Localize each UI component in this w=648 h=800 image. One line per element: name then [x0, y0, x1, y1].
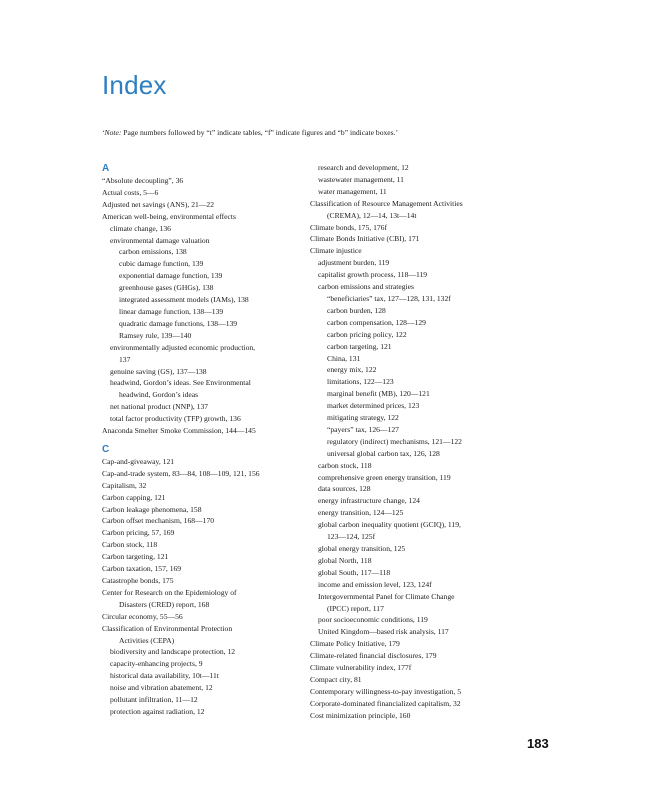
index-entry: global carbon inequality quotient (GCIQ), 119, [318, 520, 461, 530]
index-entry: carbon emissions, 138 [119, 247, 187, 257]
index-letter-heading: C [102, 443, 110, 455]
index-entry: Capitalism, 32 [102, 480, 147, 490]
index-entry: Center for Research on the Epidemiology of [102, 587, 237, 597]
index-entry: Catastrophe bonds, 175 [102, 576, 174, 585]
index-entry: Actual costs, 5—6 [102, 187, 159, 197]
index-entry: regulatory (indirect) mechanisms, 121—122 [327, 436, 462, 446]
index-entry: exponential damage function, 139 [119, 271, 223, 281]
index-entry: (IPCC) report, 117 [327, 603, 384, 613]
index-column-left [102, 162, 302, 718]
index-entry: Corporate-dominated financialized capitalism, 32 [310, 698, 461, 708]
index-entry: Climate vulnerability index, 177f [310, 663, 412, 673]
index-column-right [310, 162, 510, 722]
index-entry: climate change, 136 [110, 223, 171, 233]
index-entry: data sources, 128 [318, 484, 371, 494]
index-entry: global North, 118 [318, 555, 372, 565]
index-entry: Cap-and-giveaway, 121 [102, 456, 175, 466]
index-entry: “beneficiaries” tax, 127—128, 131, 132f [327, 293, 451, 303]
index-entry: United Kingdom—based risk analysis, 117 [318, 627, 449, 637]
index-entry: Carbon stock, 118 [102, 540, 158, 550]
index-entry: greenhouse gases (GHGs), 138 [119, 283, 214, 293]
page-title: Index [102, 70, 167, 100]
index-entry: historical data availability, 10t—11t [110, 671, 219, 681]
index-entry: Classification of Resource Management Activities [310, 198, 463, 208]
index-entry: limitations, 122—123 [327, 377, 394, 387]
index-entry: poor socioeconomic conditions, 119 [318, 615, 428, 625]
index-entry: carbon compensation, 128—129 [327, 317, 426, 327]
index-entry: mitigating strategy, 122 [327, 413, 399, 423]
index-entry: marginal benefit (MB), 120—121 [327, 389, 430, 399]
note-lead: ‘Note: [102, 128, 122, 137]
index-entry: carbon targeting, 121 [327, 341, 392, 351]
index-entry: biodiversity and landscape protection, 12 [110, 647, 236, 657]
index-entry: Climate bonds, 175, 176f [310, 222, 387, 232]
index-entry: Cost minimization principle, 160 [310, 710, 411, 720]
index-entry: comprehensive green energy transition, 119 [318, 472, 451, 482]
index-entry: Intergovernmental Panel for Climate Change [318, 591, 455, 601]
index-entry: 137 [119, 354, 131, 364]
index-entry: energy transition, 124—125 [318, 508, 404, 518]
index-entry: Carbon taxation, 157, 169 [102, 564, 182, 574]
index-entry: Disasters (CRED) report, 168 [119, 599, 210, 609]
index-entry: noise and vibration abatement, 12 [110, 683, 213, 693]
index-entry: water management, 11 [318, 186, 387, 196]
index-entry: “payers” tax, 126—127 [327, 424, 399, 434]
index-entry: energy mix, 122 [327, 365, 377, 375]
index-entry: Classification of Environmental Protection [102, 623, 233, 633]
index-entry: carbon burden, 128 [327, 305, 386, 315]
index-entry: 123—124, 125f [327, 532, 376, 542]
index-entry: capitalist growth process, 118—119 [318, 270, 428, 280]
index-entry: total factor productivity (TFP) growth, 136 [110, 414, 241, 424]
index-entry: Anaconda Smelter Smoke Commission, 144—145 [102, 426, 256, 436]
index-entry: carbon stock, 118 [318, 460, 372, 470]
index-entry: Climate-related financial disclosures, 179 [310, 651, 437, 661]
index-entry: Climate Bonds Initiative (CBI), 171 [310, 234, 420, 244]
index-entry: wastewater management, 11 [318, 174, 404, 184]
index-entry: Carbon pricing, 57, 169 [102, 528, 175, 538]
index-entry: linear damage function, 138—139 [119, 306, 224, 316]
index-entry: (CREMA), 12—14, 13t—14t [327, 210, 417, 220]
index-entry: cubic damage function, 139 [119, 259, 204, 269]
index-entry: market determined prices, 123 [327, 401, 420, 411]
page-number: 183 [527, 736, 549, 751]
index-entry: net national product (NNP), 137 [110, 402, 209, 412]
note-text: Page numbers followed by “t” indicate tables, “f” indicate figures and “b” indicate boxes.’ [121, 128, 399, 137]
index-entry: integrated assessment models (IAMs), 138 [119, 295, 249, 305]
index-entry: “Absolute decoupling”, 36 [102, 176, 184, 185]
index-entry: Carbon offset mechanism, 168—170 [102, 516, 215, 526]
index-entry: Circular economy, 55—56 [102, 611, 183, 621]
index-entry: environmental damage valuation [110, 235, 210, 245]
index-entry: Contemporary willingness-to-pay investigation, 5 [310, 686, 462, 696]
index-entry: Ramsey rule, 139—140 [119, 330, 192, 340]
index-entry: Carbon leakage phenomena, 158 [102, 504, 202, 514]
index-entry: genuine saving (GS), 137—138 [110, 366, 207, 376]
index-entry: global South, 117—118 [318, 567, 391, 577]
index-entry: capacity-enhancing projects, 9 [110, 659, 203, 669]
index-entry: Adjusted net savings (ANS), 21—22 [102, 199, 215, 209]
index-entry: income and emission level, 123, 124f [318, 579, 432, 589]
index-entry: Climate injustice [310, 246, 362, 256]
index-entry: energy infrastructure change, 124 [318, 496, 420, 506]
index-entry: global energy transition, 125 [318, 544, 406, 553]
index-entry: headwind, Gordon’s ideas. See Environmental [110, 378, 251, 388]
index-entry: quadratic damage functions, 138—139 [119, 318, 238, 328]
index-entry: headwind, Gordon’s ideas [119, 390, 199, 400]
index-entry: adjustment burden, 119 [318, 258, 390, 268]
index-entry: Activities (CEPA) [119, 635, 175, 645]
index-entry: carbon pricing policy, 122 [327, 329, 407, 339]
index-entry: Climate Policy Initiative, 179 [310, 639, 400, 649]
index-entry: Carbon targeting, 121 [102, 552, 169, 562]
index-entry: research and development, 12 [318, 163, 409, 172]
index-entry: China, 131 [327, 353, 361, 363]
index-entry: Cap-and-trade system, 83—84, 108—109, 121, 156 [102, 468, 260, 478]
index-note [102, 128, 398, 138]
index-entry: Compact city, 81 [310, 674, 362, 684]
index-entry: Carbon capping, 121 [102, 492, 166, 502]
index-entry: American well-being, environmental effects [102, 211, 236, 221]
index-entry: protection against radiation, 12 [110, 706, 205, 716]
index-entry: universal global carbon tax, 126, 128 [327, 448, 440, 458]
index-letter-heading: A [102, 163, 110, 174]
index-entry: carbon emissions and strategies [318, 282, 414, 292]
index-entry: environmentally adjusted economic production, [110, 342, 256, 352]
index-entry: pollutant infiltration, 11—12 [110, 695, 198, 705]
